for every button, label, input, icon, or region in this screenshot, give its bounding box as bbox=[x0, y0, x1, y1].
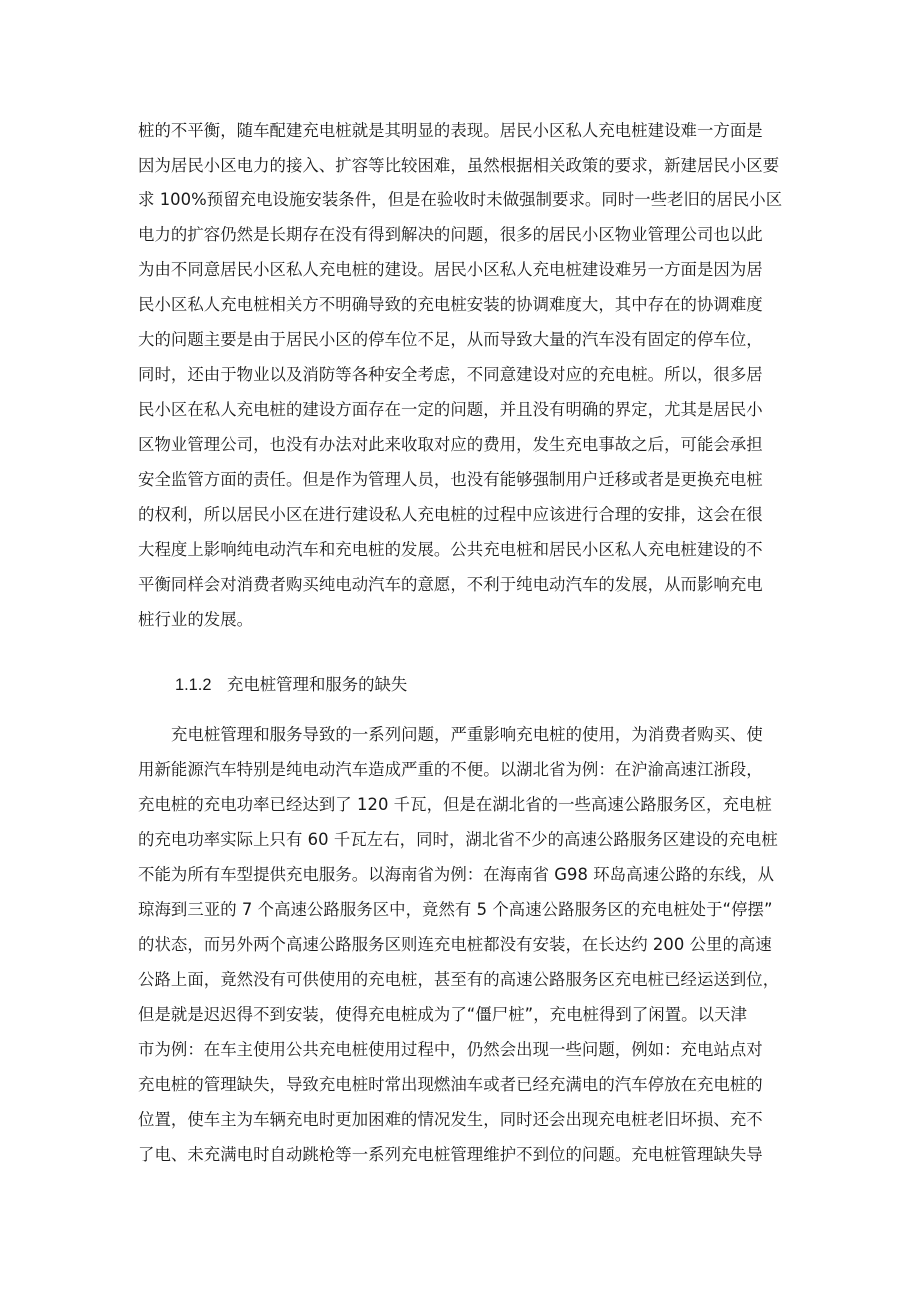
paragraph-2-line-8: 公路上面，竟然没有可供使用的充电桩，甚至有的高速公路服务区充电桩已经运送到位， bbox=[138, 970, 780, 989]
paragraph-2-line-2: 用新能源汽车特别是纯电动汽车造成严重的不便。以湖北省为例：在沪渝高速江浙段， bbox=[138, 760, 763, 779]
paragraph-1-line-12: 的权利，所以居民小区在进行建设私人充电桩的过程中应该进行合理的安排，这会在很 bbox=[138, 505, 763, 524]
paragraph-2-line-9: 但是就是迟迟得不到安装，使得充电桩成为了“僵尸桩”，充电桩得到了闲置。以天津 bbox=[138, 1005, 747, 1024]
paragraph-1-line-7: 大的问题主要是由于居民小区的停车位不足，从而导致大量的汽车没有固定的停车位， bbox=[138, 330, 763, 349]
section-title: 充电桩管理和服务的缺失 bbox=[227, 675, 408, 694]
paragraph-1-line-15: 桩行业的发展。 bbox=[138, 610, 254, 629]
paragraph-1-line-2: 因为居民小区电力的接入、扩容等比较困难，虽然根据相关政策的要求，新建居民小区要 bbox=[138, 156, 780, 175]
paragraph-1-line-6: 民小区私人充电桩相关方不明确导致的充电桩安装的协调难度大，其中存在的协调难度 bbox=[138, 295, 763, 314]
paragraph-2-line-10: 市为例：在车主使用公共充电桩使用过程中，仍然会出现一些问题，例如：充电站点对 bbox=[138, 1040, 763, 1059]
paragraph-1-line-10: 区物业管理公司，也没有办法对此来收取对应的费用，发生充电事故之后，可能会承担 bbox=[138, 435, 763, 454]
paragraph-2-line-13: 了电、未充满电时自动跳枪等一系列充电桩管理维护不到位的问题。充电桩管理缺失导 bbox=[138, 1145, 763, 1164]
paragraph-1-line-11: 安全监管方面的责任。但是作为管理人员，也没有能够强制用户迁移或者是更换充电桩 bbox=[138, 470, 763, 489]
paragraph-2-line-11: 充电桩的管理缺失，导致充电桩时常出现燃油车或者已经充满电的汽车停放在充电桩的 bbox=[138, 1075, 763, 1094]
paragraph-2-line-3: 充电桩的充电功率已经达到了 120 千瓦，但是在湖北省的一些高速公路服务区，充电桩 bbox=[138, 795, 772, 814]
paragraph-1-line-3: 求 100%预留充电设施安装条件，但是在验收时未做强制要求。同时一些老旧的居民小区 bbox=[138, 190, 783, 209]
section-heading bbox=[175, 675, 407, 695]
paragraph-2-line-7: 的状态，而另外两个高速公路服务区则连充电桩都没有安装，在长达约 200 公里的高速 bbox=[138, 935, 772, 954]
paragraph-1-line-9: 民小区在私人充电桩的建设方面存在一定的问题，并且没有明确的界定，尤其是居民小 bbox=[138, 400, 763, 419]
paragraph-1-line-13: 大程度上影响纯电动汽车和充电桩的发展。公共充电桩和居民小区私人充电桩建设的不 bbox=[138, 540, 763, 559]
paragraph-2-line-5: 不能为所有车型提供充电服务。以海南省为例：在海南省 G98 环岛高速公路的东线，从 bbox=[138, 865, 775, 884]
paragraph-1-line-4: 电力的扩容仍然是长期存在没有得到解决的问题，很多的居民小区物业管理公司也以此 bbox=[138, 225, 763, 244]
paragraph-2-line-6: 琼海到三亚的 7 个高速公路服务区中，竟然有 5 个高速公路服务区的充电桩处于“停摆” bbox=[138, 900, 773, 919]
paragraph-1-line-1: 桩的不平衡，随车配建充电桩就是其明显的表现。居民小区私人充电桩建设难一方面是 bbox=[138, 121, 763, 140]
paragraph-2-line-12: 位置，使车主为车辆充电时更加困难的情况发生，同时还会出现充电桩老旧坏损、充不 bbox=[138, 1110, 763, 1129]
paragraph-2-line-4: 的充电功率实际上只有 60 千瓦左右，同时，湖北省不少的高速公路服务区建设的充电桩 bbox=[138, 830, 778, 849]
paragraph-1-line-5: 为由不同意居民小区私人充电桩的建设。居民小区私人充电桩建设难另一方面是因为居 bbox=[138, 260, 763, 279]
section-number: 1.1.2 bbox=[175, 676, 212, 694]
paragraph-1-line-14: 平衡同样会对消费者购买纯电动汽车的意愿，不利于纯电动汽车的发展，从而影响充电 bbox=[138, 575, 763, 594]
paragraph-1-line-8: 同时，还由于物业以及消防等各种安全考虑，不同意建设对应的充电桩。所以，很多居 bbox=[138, 365, 763, 384]
paragraph-2-line-1: 充电桩管理和服务导致的一系列问题，严重影响充电桩的使用，为消费者购买、使 bbox=[171, 725, 763, 744]
